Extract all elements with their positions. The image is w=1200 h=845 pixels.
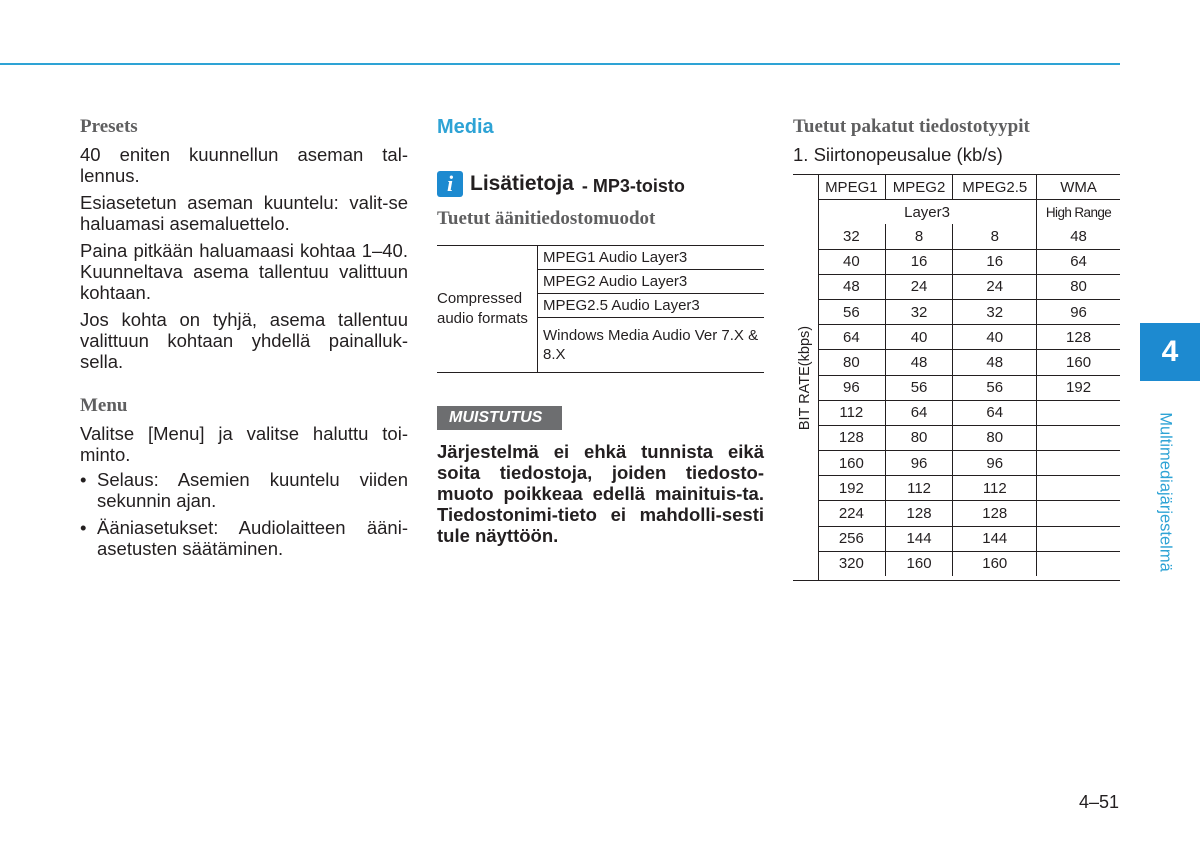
- table-cell: 32: [885, 299, 953, 324]
- table-row: [818, 551, 1120, 576]
- table-cell: MPEG2.5 Audio Layer3: [538, 294, 765, 318]
- table-cell: 48: [953, 350, 1037, 375]
- bitrate-axis: [793, 175, 819, 580]
- table-cell: 56: [885, 375, 953, 400]
- table-cell: 56: [953, 375, 1037, 400]
- chapter-label: Multimediajärjestelmä: [1156, 412, 1175, 572]
- table-cell: 48: [1037, 224, 1120, 249]
- header-rule: [0, 63, 1120, 65]
- formats-table: [437, 245, 764, 373]
- table-cell: 112: [953, 476, 1037, 501]
- presets-heading: Presets: [80, 116, 138, 137]
- table-cell: 48: [885, 350, 953, 375]
- table-row: [818, 526, 1120, 551]
- table-row: [818, 476, 1120, 501]
- presets-paragraph-4: Jos kohta on tyhjä, asema tallentuu valittuun kohtaan yhdellä painalluk-sella.: [80, 309, 408, 372]
- table-row: [437, 246, 764, 270]
- column-header: MPEG2.5: [953, 175, 1037, 200]
- table-cell: 32: [953, 299, 1037, 324]
- table-cell: 96: [1037, 299, 1120, 324]
- table-cell: Windows Media Audio Ver 7.X & 8.X: [538, 318, 765, 373]
- table-cell: [1037, 476, 1120, 501]
- column-header: MPEG1: [818, 175, 885, 200]
- table-cell: [1037, 451, 1120, 476]
- list-item: • Selaus: Asemien kuuntelu viiden sekunnin ajan.: [80, 469, 408, 511]
- table-cell: 144: [953, 526, 1037, 551]
- table-cell: 128: [818, 425, 885, 450]
- info-title: Lisätietoja: [470, 172, 574, 195]
- table-cell: 112: [818, 400, 885, 425]
- table-cell: 8: [953, 224, 1037, 249]
- table-cell: 64: [885, 400, 953, 425]
- table-cell: 16: [953, 249, 1037, 274]
- menu-paragraph: Valitse [Menu] ja valitse haluttu toi-minto.: [80, 423, 408, 465]
- table-cell: 64: [1037, 249, 1120, 274]
- table-cell: [1037, 425, 1120, 450]
- table-cell: 96: [953, 451, 1037, 476]
- table-row: [818, 350, 1120, 375]
- table-cell: 160: [953, 551, 1037, 576]
- table-cell: [1037, 400, 1120, 425]
- table-cell: [1037, 526, 1120, 551]
- table-row: [818, 224, 1120, 249]
- table-cell: 8: [885, 224, 953, 249]
- table-row: [818, 501, 1120, 526]
- table-cell: 160: [818, 451, 885, 476]
- formats-label: Compressed audio formats: [437, 246, 538, 373]
- layer-label: Layer3: [818, 200, 1037, 225]
- table-cell: 192: [818, 476, 885, 501]
- presets-paragraph-3: Paina pitkään haluamaasi kohtaa 1–40. Kuunneltava asema tallentuu valittuun kohtaan.: [80, 240, 408, 303]
- table-cell: 224: [818, 501, 885, 526]
- table-row: [818, 375, 1120, 400]
- table-cell: 16: [885, 249, 953, 274]
- table-row: [818, 274, 1120, 299]
- table-cell: 48: [818, 274, 885, 299]
- table-cell: 112: [885, 476, 953, 501]
- info-subtitle: - MP3-toisto: [581, 175, 685, 196]
- bitrate-axis-label: BIT RATE(kbps): [797, 325, 813, 430]
- bitrate-subheading: 1. Siirtonopeusalue (kb/s): [793, 144, 1003, 165]
- table-cell: 40: [953, 325, 1037, 350]
- media-title: Media: [437, 116, 494, 138]
- chapter-tab: 4: [1140, 323, 1200, 381]
- table-cell: 80: [885, 425, 953, 450]
- table-header-row: [818, 175, 1120, 200]
- table-cell: 24: [885, 274, 953, 299]
- table-cell: [1037, 501, 1120, 526]
- table-cell: 80: [1037, 274, 1120, 299]
- table-row: [818, 400, 1120, 425]
- table-cell: 160: [885, 551, 953, 576]
- table-cell: 160: [1037, 350, 1120, 375]
- table-cell: 192: [1037, 375, 1120, 400]
- table-cell: 128: [885, 501, 953, 526]
- note-text: Järjestelmä ei ehkä tunnista eikä soita tiedostoja, joiden tiedosto-muoto poikkeaa edellä mainituis-ta. Tiedostonimi-tieto ei mahdolli-sesti tule näyttöön.: [437, 441, 764, 546]
- menu-bullet-list: [80, 469, 408, 559]
- table-row: [818, 249, 1120, 274]
- table-cell: 320: [818, 551, 885, 576]
- table-cell: 80: [953, 425, 1037, 450]
- table-cell: 24: [953, 274, 1037, 299]
- file-types-heading: Tuetut pakatut tiedostotyypit: [793, 116, 1030, 137]
- page-number: 4–51: [1079, 792, 1120, 812]
- presets-paragraph-2: Esiasetetun aseman kuuntelu: valit-se haluamasi asemaluettelo.: [80, 192, 408, 234]
- formats-heading: Tuetut äänitiedostomuodot: [437, 208, 656, 229]
- table-cell: 40: [885, 325, 953, 350]
- table-subheader-row: [818, 200, 1120, 225]
- table-cell: 40: [818, 249, 885, 274]
- media-section: [437, 116, 764, 139]
- table-cell: 96: [818, 375, 885, 400]
- list-item: • Ääniasetukset: Audiolaitteen ääni-asetusten säätäminen.: [80, 517, 408, 559]
- table-cell: 64: [953, 400, 1037, 425]
- table-cell: [1037, 551, 1120, 576]
- table-row: [818, 425, 1120, 450]
- table-row: [818, 325, 1120, 350]
- table-row: [818, 299, 1120, 324]
- table-cell: 96: [885, 451, 953, 476]
- wma-range-label: High Range: [1045, 204, 1112, 220]
- table-cell: 128: [953, 501, 1037, 526]
- bitrate-table-wrapper: [793, 174, 1120, 581]
- info-heading: [437, 171, 685, 197]
- table-cell: MPEG1 Audio Layer3: [538, 246, 765, 270]
- table-cell: 256: [818, 526, 885, 551]
- table-row: [818, 451, 1120, 476]
- table-cell: 64: [818, 325, 885, 350]
- table-cell: 56: [818, 299, 885, 324]
- table-cell: 128: [1037, 325, 1120, 350]
- bitrate-rows: [818, 224, 1120, 576]
- table-cell: 80: [818, 350, 885, 375]
- column-header: MPEG2: [885, 175, 953, 200]
- presets-paragraph-1: 40 eniten kuunnellun aseman tal-lennus.: [80, 144, 408, 186]
- menu-heading: Menu: [80, 395, 128, 416]
- bitrate-table: [818, 175, 1120, 576]
- info-icon: i: [437, 171, 463, 197]
- table-cell: MPEG2 Audio Layer3: [538, 270, 765, 294]
- table-cell: 144: [885, 526, 953, 551]
- presets-menu-column: [80, 116, 408, 565]
- table-cell: 32: [818, 224, 885, 249]
- note-badge: MUISTUTUS: [437, 406, 562, 430]
- column-header: WMA: [1037, 175, 1120, 200]
